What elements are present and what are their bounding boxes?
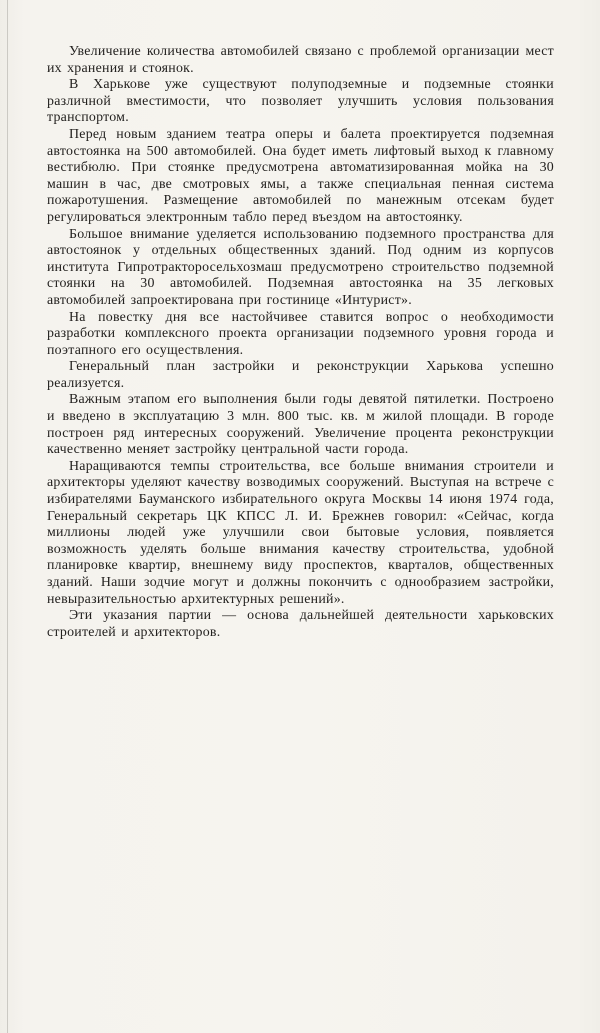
paragraph: Важным этапом его выполнения были годы девятой пятилетки. Построено и введено в эксплуатацию 3 млн. 800 тыс. кв. м жилой площади. В городе построен ряд интересных сооружений. Увеличение процента реконструкции качественно меняет застройку центральной части города. xyxy=(47,392,554,458)
paragraph: Большое внимание уделяется использованию подземного пространства для автостоянок у отдельных общественных зданий. Под одним из корпусов института Гипротракторосельхозмаш предусмотрено строительство подземной стоянки на 30 автомобилей. Подземная автостоянка на 35 легковых автомобилей запроектирована при гостинице «Интурист». xyxy=(47,226,554,308)
body-text-block xyxy=(47,44,554,641)
paragraph: Эти указания партии — основа дальнейшей деятельности харьковских строителей и архитекторов. xyxy=(47,608,554,640)
scan-edge-line xyxy=(7,0,8,1033)
paragraph: Увеличение количества автомобилей связано с проблемой организации мест их хранения и стоянок. xyxy=(47,44,554,76)
paragraph: Наращиваются темпы строительства, все больше внимания строители и архитекторы уделяют качеству возводимых сооружений. Выступая на встрече с избирателями Бауманского избирательного округа Москвы 14 июня 1974 года, Генеральный секретарь ЦК КПСС Л. И. Брежнев говорил: «Сейчас, когда миллионы людей уже улучшили свои бытовые условия, появляется возможность уделять больше внимания качеству строительства, удобной планировке квартир, внешнему виду проспектов, кварталов, общественных зданий. Наши зодчие могут и должны покончить с однообразием застройки, невыразительностью архитектурных решений». xyxy=(47,458,554,607)
paragraph: Перед новым зданием театра оперы и балета проектируется подземная автостоянка на 500 автомобилей. Она будет иметь лифтовый выход к главному вестибюлю. При стоянке предусмотрена автоматизированная мойка на 30 машин в час, две смотровых ямы, а также специальная пенная система пожаротушения. Размещение автомобилей по манежным отсекам будет регулироваться электронным табло перед въездом на автостоянку. xyxy=(47,126,554,225)
paragraph: Генеральный план застройки и реконструкции Харькова успешно реализуется. xyxy=(47,359,554,391)
paragraph: В Харькове уже существуют полуподземные и подземные стоянки различной вместимости, что позволяет улучшить условия пользования транспортом. xyxy=(47,77,554,126)
paragraph: На повестку дня все настойчивее ставится вопрос о необходимости разработки комплексного проекта организации подземного уровня города и поэтапного его осуществления. xyxy=(47,309,554,358)
